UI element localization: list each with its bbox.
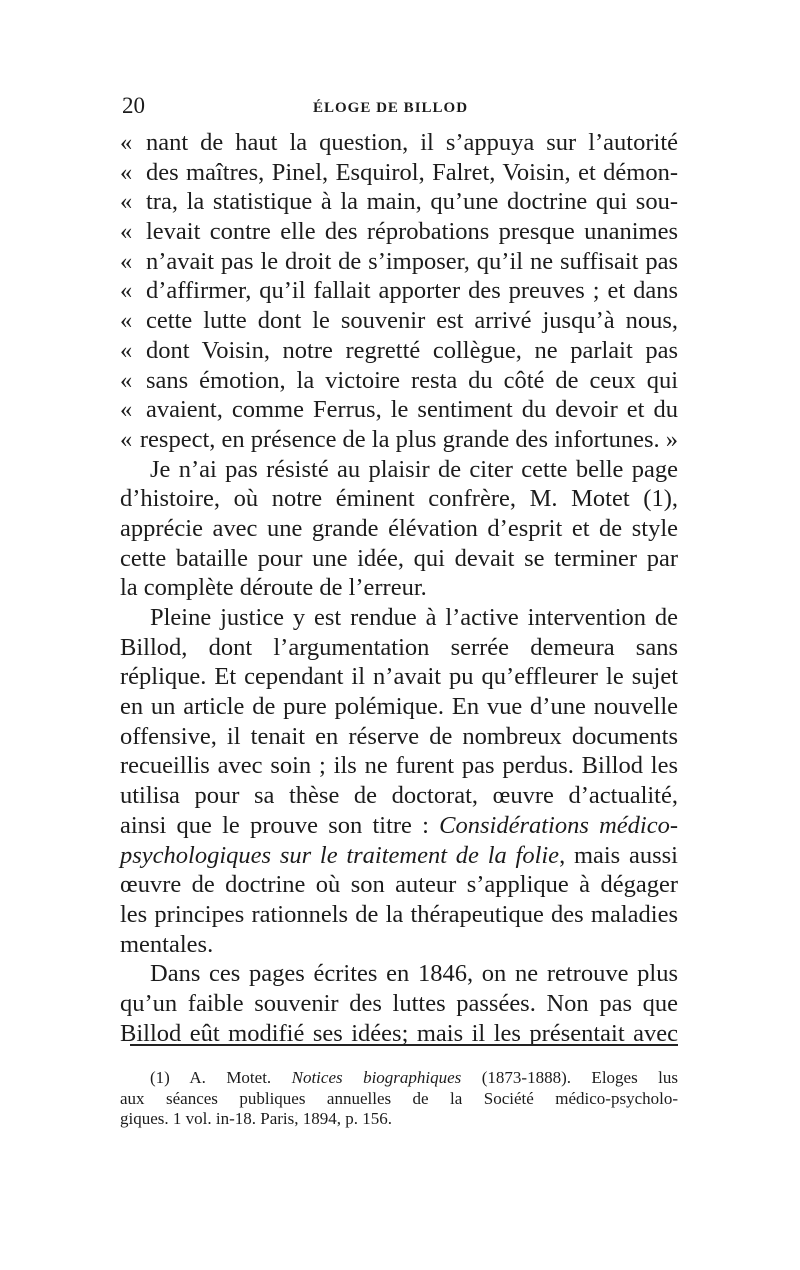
text-line: d’histoire, où notre éminent confrère, M. Motet (1), <box>120 485 678 513</box>
text-line: les principes rationnels de la thérapeutique des maladies <box>120 900 678 928</box>
thesis-title: psychologiques sur le traitement de la folie <box>120 841 560 869</box>
quote-line: « cette lutte dont le souvenir est arrivé jusqu’à nous, <box>120 307 678 335</box>
text-line: qu’un faible souvenir des luttes passées. Non pas que <box>120 989 678 1017</box>
page-header <box>120 92 680 120</box>
quote-line: « avaient, comme Ferrus, le sentiment du devoir et du <box>120 396 678 424</box>
text-line: Pleine justice y est rendue à l’active intervention de <box>150 604 678 631</box>
text-line: apprécie avec une grande élévation d’esprit et de style <box>120 514 678 542</box>
main-text <box>120 128 678 1048</box>
quote-line: « n’avait pas le droit de s’imposer, qu’il ne suffisait pas <box>120 247 678 275</box>
paragraph-1846 <box>120 959 678 1048</box>
text-line: cette bataille pour une idée, qui devait se terminer par <box>120 544 678 572</box>
text-line: Dans ces pages écrites en 1846, on ne retrouve plus <box>150 960 678 988</box>
paragraph-citation <box>120 455 678 603</box>
text-line <box>120 811 678 841</box>
quote-line: « des maîtres, Pinel, Esquirol, Falret, Voisin, et démon- <box>120 158 678 186</box>
quote-line: « nant de haut la question, il s’appuya sur l’autorité <box>120 129 678 156</box>
footnote-line: aux séances publiques annuelles de la Société médico-psycholo- <box>120 1088 678 1108</box>
page-number: 20 <box>122 93 145 118</box>
text-line: réplique. Et cependant il n’avait pu qu’effleurer le sujet <box>120 663 678 691</box>
text-line: Je n’ai pas résisté au plaisir de citer cette belle page <box>150 455 678 483</box>
quote-line: « levait contre elle des réprobations presque unanimes <box>120 218 678 246</box>
footnote-divider <box>130 1044 678 1046</box>
text-line <box>120 841 678 871</box>
quotation-block <box>120 128 678 455</box>
thesis-title: Considérations médico- <box>439 811 678 839</box>
text-line: en un article de pure polémique. En vue d’une nouvelle <box>120 693 678 721</box>
text-line: recueillis avec soin ; ils ne furent pas perdus. Billod les <box>120 752 678 780</box>
text-fragment: ainsi que le prouve son titre : <box>120 811 440 839</box>
text-line: utilisa pour sa thèse de doctorat, œuvre d’actualité, <box>120 782 678 810</box>
footnote-line <box>120 1068 678 1089</box>
footnote-line: giques. 1 vol. in-18. Paris, 1894, p. 156. <box>120 1109 392 1128</box>
quote-line: « dont Voisin, notre regretté collègue, ne parlait pas <box>120 336 678 364</box>
text-line: Billod, dont l’argumentation serrée demeura sans <box>120 633 678 661</box>
text-line: Billod eût modifié ses idées; mais il les présentait avec <box>120 1019 678 1047</box>
paragraph-justice <box>120 603 678 959</box>
quote-line: « respect, en présence de la plus grande des infortunes. » <box>120 425 678 453</box>
text-fragment: (1873-1888). Eloges lus <box>461 1068 678 1087</box>
text-line: la complète déroute de l’erreur. <box>120 574 427 602</box>
footnote <box>120 1068 678 1130</box>
cited-work-title: Notices biographiques <box>291 1068 462 1087</box>
quote-line: « tra, la statistique à la main, qu’une doctrine qui sou- <box>120 188 678 216</box>
footnote-marker: (1) A. Motet. <box>150 1068 292 1087</box>
text-line: mentales. <box>120 930 214 958</box>
text-line: œuvre de doctrine où son auteur s’applique à dégager <box>120 871 678 899</box>
running-head: ÉLOGE DE BILLOD <box>313 100 469 116</box>
quote-line: « d’affirmer, qu’il fallait apporter des preuves ; et dans <box>120 277 678 305</box>
text-fragment: , mais aussi <box>559 841 678 869</box>
quote-line: « sans émotion, la victoire resta du côté de ceux qui <box>120 366 678 394</box>
text-line: offensive, il tenait en réserve de nombreux documents <box>120 722 678 750</box>
